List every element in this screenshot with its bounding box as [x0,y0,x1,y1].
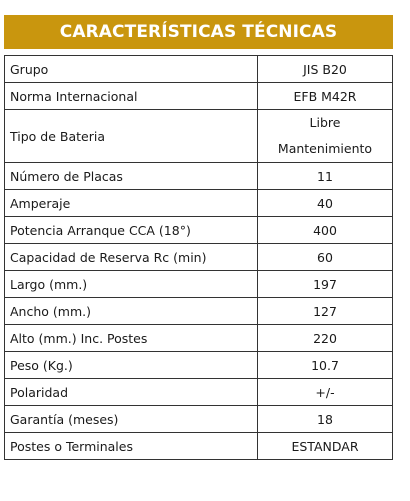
spec-row-tipo [5,110,393,163]
spec-row-grupo [5,56,393,83]
spec-row-garantia [5,406,393,433]
spec-row-alto [5,325,393,352]
spec-value-line: Mantenimiento [277,141,373,156]
spec-label: Potencia Arranque CCA (18°) [5,217,258,244]
spec-row-placas [5,163,393,190]
spec-card [4,15,393,460]
spec-label: Capacidad de Reserva Rc (min) [5,244,258,271]
spec-label: Norma Internacional [5,83,258,110]
spec-value: 127 [258,298,393,325]
spec-row-ancho [5,298,393,325]
spec-label: Amperaje [5,190,258,217]
spec-row-amperaje [5,190,393,217]
spec-label: Peso (Kg.) [5,352,258,379]
spec-value: 10.7 [258,352,393,379]
spec-title: CARACTERÍSTICAS TÉCNICAS [4,15,393,49]
spec-value: 400 [258,217,393,244]
spec-label: Polaridad [5,379,258,406]
spec-value: EFB M42R [258,83,393,110]
spec-value: 11 [258,163,393,190]
spec-label: Garantía (meses) [5,406,258,433]
spec-value-line: Libre [309,115,341,130]
spec-row-postes [5,433,393,460]
spec-label: Tipo de Bateria [5,110,258,163]
spec-value: JIS B20 [258,56,393,83]
spec-value: 60 [258,244,393,271]
spec-row-norma [5,83,393,110]
spec-label: Largo (mm.) [5,271,258,298]
spec-value: 18 [258,406,393,433]
spec-row-polaridad [5,379,393,406]
spec-value [258,110,393,163]
spec-value: 220 [258,325,393,352]
spec-label: Alto (mm.) Inc. Postes [5,325,258,352]
spec-value: 197 [258,271,393,298]
spec-value: ESTANDAR [258,433,393,460]
spec-row-largo [5,271,393,298]
spec-label: Número de Placas [5,163,258,190]
spec-value: 40 [258,190,393,217]
spec-label: Postes o Terminales [5,433,258,460]
spec-row-peso [5,352,393,379]
spec-row-cca [5,217,393,244]
spec-label: Ancho (mm.) [5,298,258,325]
spec-table [4,55,393,460]
spec-row-reserva [5,244,393,271]
spec-label: Grupo [5,56,258,83]
spec-value: +/- [258,379,393,406]
